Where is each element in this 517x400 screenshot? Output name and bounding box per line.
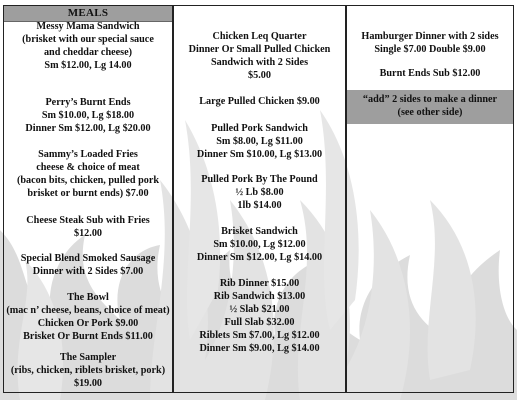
item-line: $12.00 bbox=[73, 228, 102, 240]
item-line: Sammy’s Loaded Fries bbox=[38, 149, 138, 160]
item-line: Pulled Pork By The Pound bbox=[201, 174, 318, 185]
menu-item-the-sampler bbox=[4, 351, 172, 390]
item-line: Chicken Or Pork $9.00 bbox=[37, 318, 139, 330]
item-line: Special Blend Smoked Sausage bbox=[20, 253, 156, 264]
item-line: $5.00 bbox=[248, 70, 271, 82]
item-line: Cheese Steak Sub with Fries bbox=[26, 215, 150, 226]
item-line: Dinner Sm $9.00, Lg $14.00 bbox=[199, 343, 320, 355]
item-line: (bacon bits, chicken, pulled pork bbox=[16, 175, 160, 187]
add-sides-text bbox=[347, 90, 513, 119]
note-line: “add” 2 sides to make a dinner bbox=[362, 94, 498, 105]
item-line: Rib Dinner $15.00 bbox=[219, 278, 300, 289]
item-line: ½ Slab $21.00 bbox=[229, 304, 290, 316]
menu-item-ribs bbox=[174, 277, 345, 356]
menu-column-1 bbox=[3, 5, 173, 393]
item-line: The Sampler bbox=[59, 352, 117, 363]
menu-item-chicken-leg-quarter bbox=[174, 30, 345, 82]
item-line: brisket or burnt ends) $7.00 bbox=[27, 188, 149, 200]
item-line: Sandwich with 2 Sides bbox=[210, 57, 309, 69]
item-line: Pulled Pork Sandwich bbox=[211, 123, 308, 134]
menu-item-loaded-fries bbox=[4, 148, 172, 200]
menu-item-cheese-steak-sub bbox=[4, 214, 172, 240]
item-line: Hamburger Dinner with 2 sides bbox=[361, 31, 499, 42]
item-line: $19.00 bbox=[73, 378, 102, 390]
item-line: Messy Mama Sandwich bbox=[36, 21, 140, 32]
menu-column-2 bbox=[173, 5, 346, 393]
item-line: Sm $10.00, Lg $12.00 bbox=[213, 239, 306, 251]
item-line: Large Pulled Chicken $9.00 bbox=[199, 96, 320, 107]
item-line: Full Slab $32.00 bbox=[224, 317, 295, 329]
item-line: and cheddar cheese) bbox=[43, 47, 133, 59]
menu-item-burnt-ends bbox=[4, 96, 172, 135]
menu-item-messy-mama-sandwich bbox=[4, 20, 172, 72]
item-line: Dinner Sm $12.00, Lg $20.00 bbox=[25, 123, 151, 135]
item-line: Brisket Sandwich bbox=[221, 226, 298, 237]
menu-item-burnt-ends-sub bbox=[347, 67, 513, 80]
menu-item-the-bowl bbox=[4, 291, 172, 343]
item-line: The Bowl bbox=[67, 292, 109, 303]
item-line: Burnt Ends Sub $12.00 bbox=[379, 68, 481, 79]
menu-item-smoked-sausage bbox=[4, 252, 172, 278]
item-line: (brisket with our special sauce bbox=[22, 34, 154, 46]
menu-item-brisket-sandwich bbox=[174, 225, 345, 264]
item-line: Dinner Or Small Pulled Chicken bbox=[188, 44, 331, 56]
item-line: Single $7.00 Double $9.00 bbox=[374, 44, 486, 56]
item-line: Sm $12.00, Lg 14.00 bbox=[44, 60, 132, 72]
item-line: Sm $8.00, Lg $11.00 bbox=[216, 136, 303, 148]
note-line: (see other side) bbox=[397, 107, 463, 119]
item-line: Riblets Sm $7.00, Lg $12.00 bbox=[199, 330, 320, 342]
item-line: Dinner with 2 Sides $7.00 bbox=[32, 266, 144, 278]
menu-item-hamburger-dinner bbox=[347, 30, 513, 56]
item-line: (mac n’ cheese, beans, choice of meat) bbox=[6, 305, 170, 317]
item-line: Dinner Sm $12.00, Lg $14.00 bbox=[196, 252, 323, 264]
item-line: ½ Lb $8.00 bbox=[235, 187, 284, 199]
item-line: Brisket Or Burnt Ends $11.00 bbox=[23, 331, 153, 343]
menu-item-large-pulled-chicken bbox=[174, 95, 345, 108]
item-line: Dinner Sm $10.00, Lg $13.00 bbox=[196, 149, 323, 161]
item-line: Chicken Leq Quarter bbox=[212, 31, 307, 42]
meals-header: MEALS bbox=[4, 6, 172, 22]
item-line: Perry’s Burnt Ends bbox=[45, 97, 131, 108]
menu-item-pulled-pork-sandwich bbox=[174, 122, 345, 161]
add-sides-note bbox=[347, 90, 513, 124]
item-line: Rib Sandwich $13.00 bbox=[213, 291, 306, 303]
item-line: Sm $10.00, Lg $18.00 bbox=[41, 110, 135, 122]
item-line: 1lb $14.00 bbox=[237, 200, 282, 212]
menu-item-pulled-pork-pound bbox=[174, 173, 345, 212]
item-line: (ribs, chicken, riblets brisket, pork) bbox=[10, 365, 166, 377]
item-line: cheese & choice of meat bbox=[36, 162, 140, 174]
menu-column-3 bbox=[346, 5, 514, 393]
